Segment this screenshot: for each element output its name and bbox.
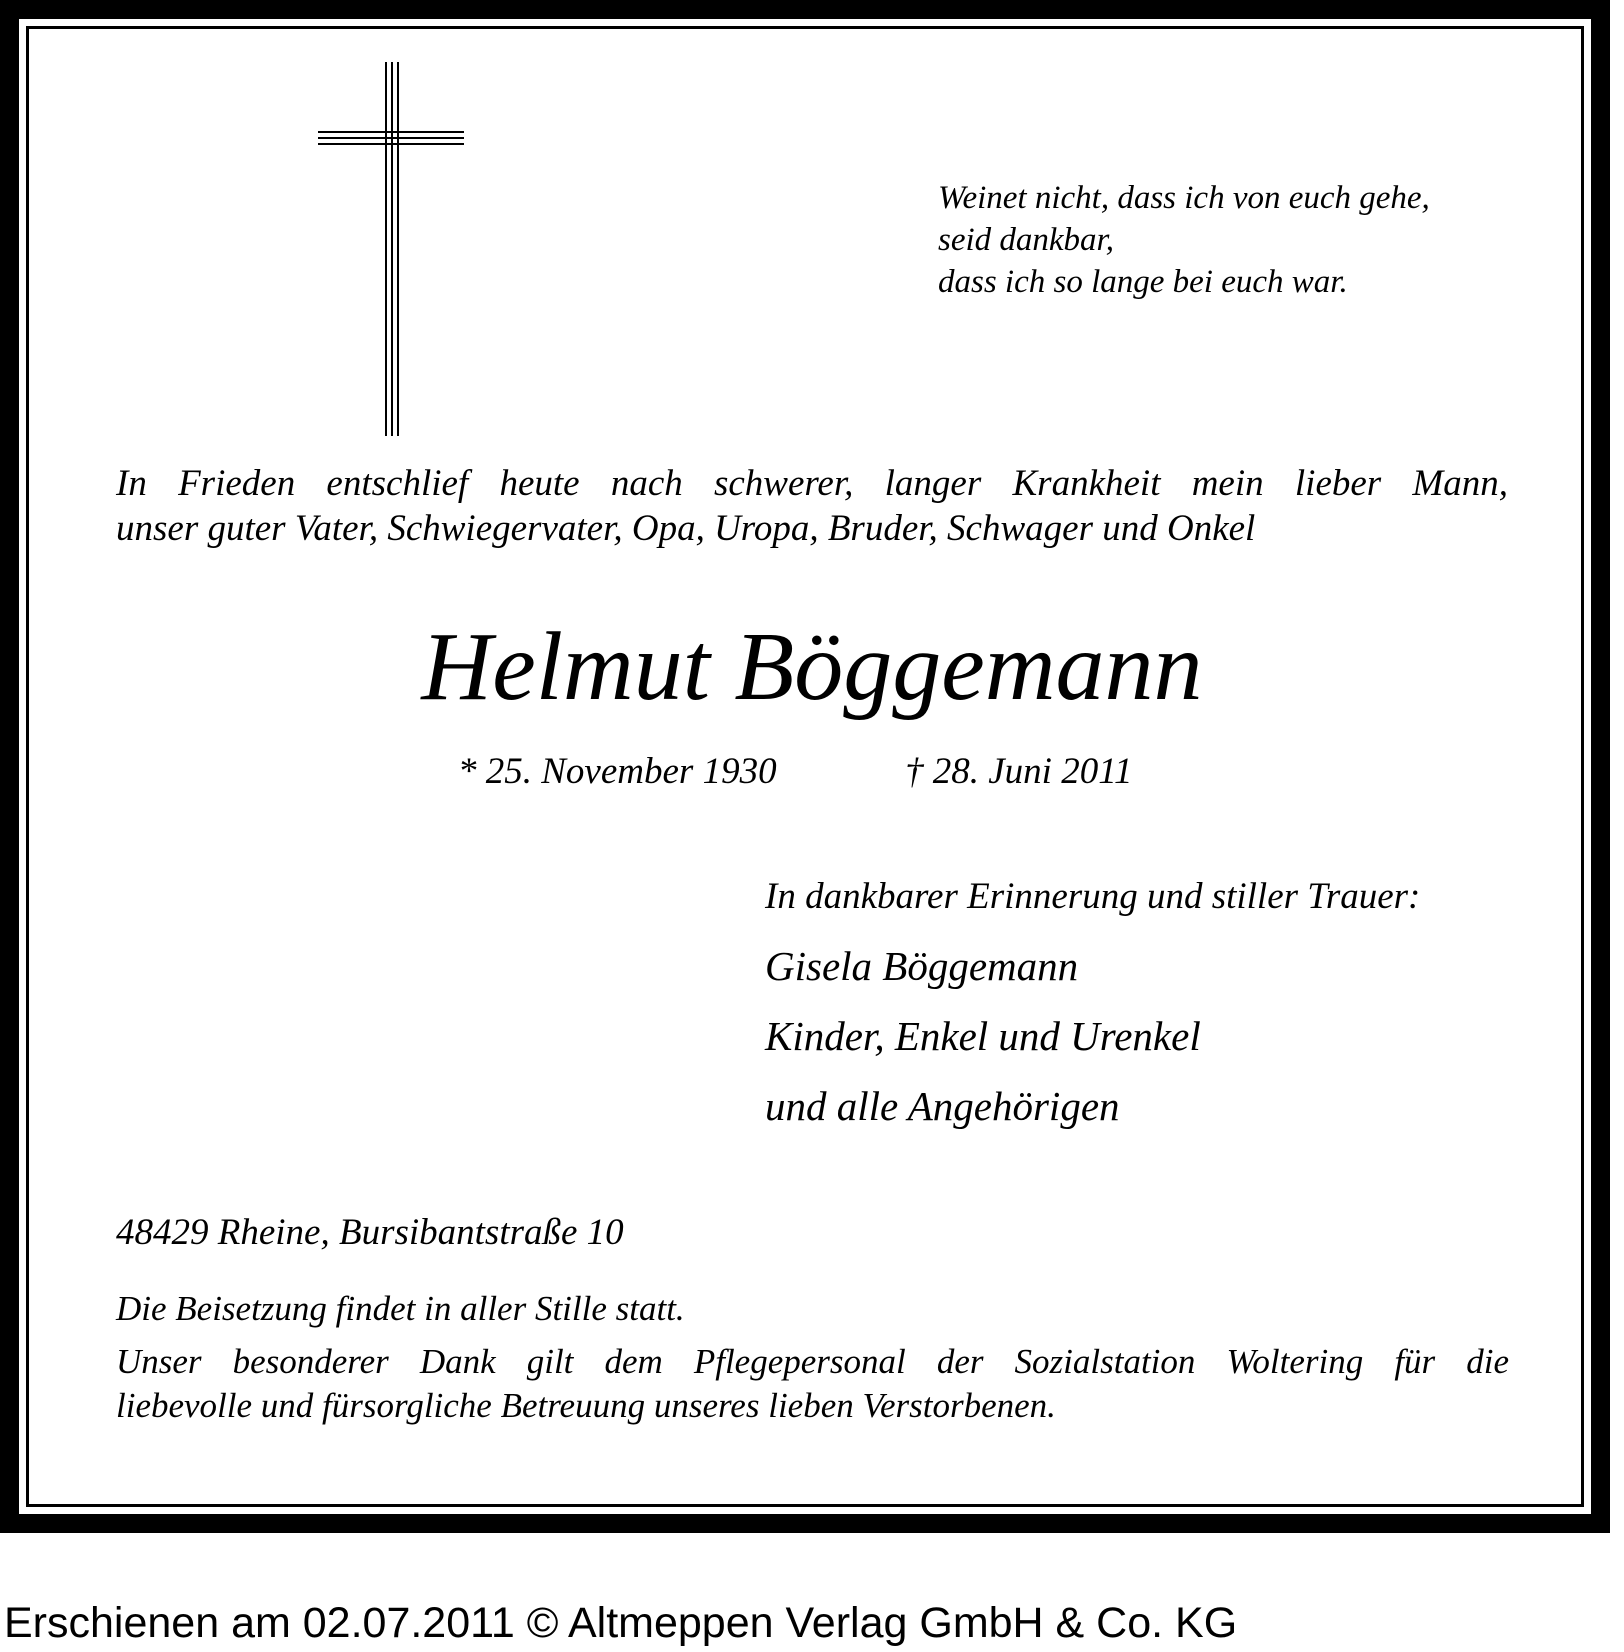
mourner-name: Kinder, Enkel und Urenkel <box>765 1013 1201 1059</box>
thanks-note <box>116 1340 1509 1428</box>
publication-footer: Erschienen am 02.07.2011 © Altmeppen Verlag GmbH & Co. KG <box>4 1599 1238 1647</box>
death-date: † 28. Juni 2011 <box>905 751 1133 792</box>
birth-date: * 25. November 1930 <box>458 751 777 792</box>
burial-note: Die Beisetzung findet in aller Stille statt. <box>116 1289 685 1328</box>
verse <box>938 177 1578 303</box>
announcement-line: unser guter Vater, Schwiegervater, Opa, Uropa, Bruder, Schwager und Onkel <box>116 508 1256 549</box>
announcement-text <box>116 461 1508 551</box>
mourner-name: Gisela Böggemann <box>765 943 1079 989</box>
address: 48429 Rheine, Bursibantstraße 10 <box>116 1212 624 1253</box>
thanks-line: Unser besonderer Dank gilt dem Pflegepersonal der Sozialstation Woltering für die <box>116 1342 1509 1381</box>
announcement-line: In Frieden entschlief heute nach schwerer, langer Krankheit mein lieber Mann, <box>116 463 1508 504</box>
verse-line: dass ich so lange bei euch war. <box>938 264 1348 300</box>
cross-icon <box>316 62 468 438</box>
mourners-heading: In dankbarer Erinnerung und stiller Trauer: <box>765 876 1421 917</box>
verse-line: seid dankbar, <box>938 222 1114 258</box>
mourner-name: und alle Angehörigen <box>765 1083 1120 1129</box>
deceased-name: Helmut Böggemann <box>421 613 1203 721</box>
verse-line: Weinet nicht, dass ich von euch gehe, <box>938 180 1430 216</box>
thanks-line: liebevolle und fürsorgliche Betreuung unseres lieben Verstorbenen. <box>116 1386 1056 1425</box>
